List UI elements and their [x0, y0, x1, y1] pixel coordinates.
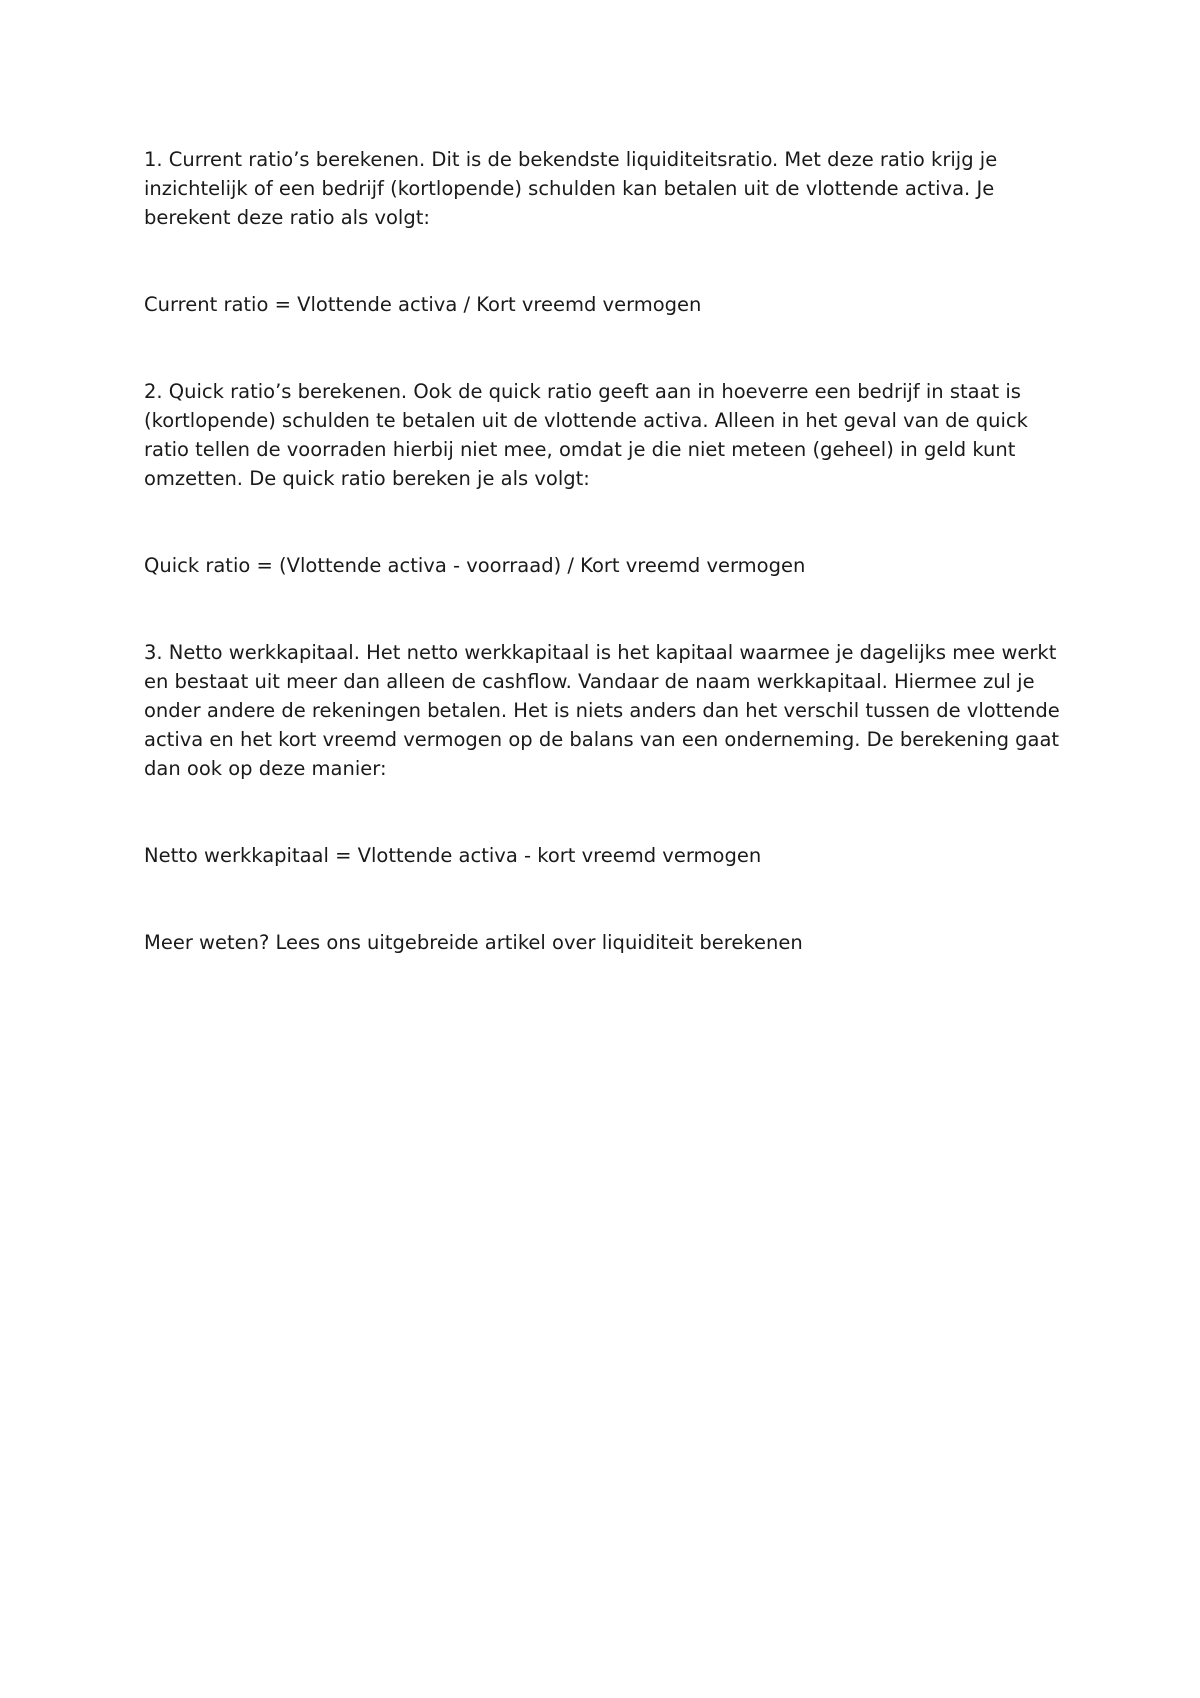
formula-quick-ratio: Quick ratio = (Vlottende activa - voorraad) / Kort vreemd vermogen — [144, 554, 806, 577]
paragraph-spacer — [144, 580, 1074, 638]
paragraph-netto-werkkapitaal: 3. Netto werkkapitaal. Het netto werkkapitaal is het kapitaal waarmee je dagelijks mee werkt en bestaat uit meer dan alleen de cashflow. Vandaar de naam werkkapitaal. Hiermee zul je onder andere de rekeningen betalen. Het is niets anders dan het verschil tussen de vlottende activa en het kort vreemd vermogen op de balans van een onderneming. De berekening gaat dan ook op deze manier: — [144, 641, 1060, 780]
paragraph-spacer — [144, 232, 1074, 290]
formula-netto-werkkapitaal: Netto werkkapitaal = Vlottende activa - kort vreemd vermogen — [144, 844, 762, 867]
paragraph-spacer — [144, 870, 1074, 928]
paragraph-current-ratio: 1. Current ratio’s berekenen. Dit is de bekendste liquiditeitsratio. Met deze ratio krijg je inzichtelijk of een bedrijf (kortlopende) schulden kan betalen uit de vlottende activa. Je berekent deze ratio als volgt: — [144, 148, 998, 229]
paragraph-spacer — [144, 319, 1074, 377]
formula-current-ratio: Current ratio = Vlottende activa / Kort vreemd vermogen — [144, 293, 702, 316]
paragraph-spacer — [144, 493, 1074, 551]
paragraph-meer-weten: Meer weten? Lees ons uitgebreide artikel over liquiditeit berekenen — [144, 931, 803, 954]
paragraph-spacer — [144, 783, 1074, 841]
document-body — [144, 145, 1074, 957]
paragraph-quick-ratio: 2. Quick ratio’s berekenen. Ook de quick ratio geeft aan in hoeverre een bedrijf in staat is (kortlopende) schulden te betalen uit de vlottende activa. Alleen in het geval van de quick ratio tellen de voorraden hierbij niet mee, omdat je die niet meteen (geheel) in geld kunt omzetten. De quick ratio bereken je als volgt: — [144, 380, 1028, 490]
